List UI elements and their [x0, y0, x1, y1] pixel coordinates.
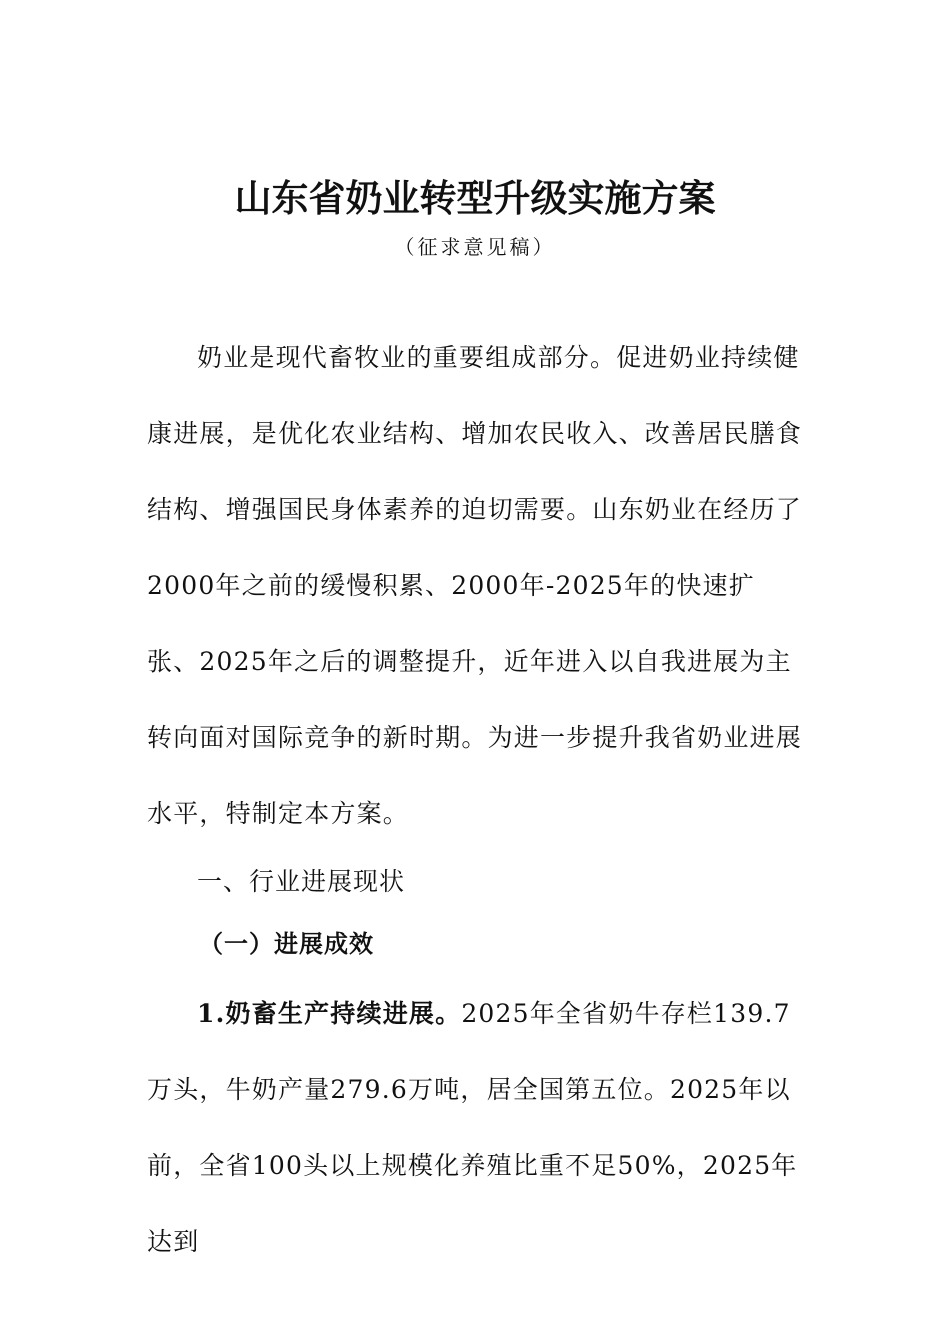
intro-paragraph: 奶业是现代畜牧业的重要组成部分。促进奶业持续健康进展，是优化农业结构、增加农民收入、改善居民膳食结构、增强国民身体素养的迫切需要。山东奶业在经历了2000年之前的缓慢积累、2000年-2025年的快速扩张、2025年之后的调整提升，近年进入以自我进展为主转向面对国际竞争的新时期。为进一步提升我省奶业进展水平，特制定本方案。 — [147, 343, 803, 828]
item-paragraph — [147, 976, 807, 1280]
document-title: 山东省奶业转型升级实施方案 — [234, 176, 716, 220]
section-heading: 一、行业进展现状 — [197, 867, 406, 896]
document-body — [147, 320, 807, 1280]
item-text: 2025年全省奶牛存栏139.7万头，牛奶产量279.6万吨，居全国第五位。2025年以前，全省100头以上规模化养殖比重不足50%，2025年达到 — [147, 999, 798, 1256]
document-subtitle: （征求意见稿） — [394, 235, 556, 259]
subsection-heading: （一）进展成效 — [199, 929, 374, 958]
item-lead: 1.奶畜生产持续进展。 — [197, 999, 462, 1028]
